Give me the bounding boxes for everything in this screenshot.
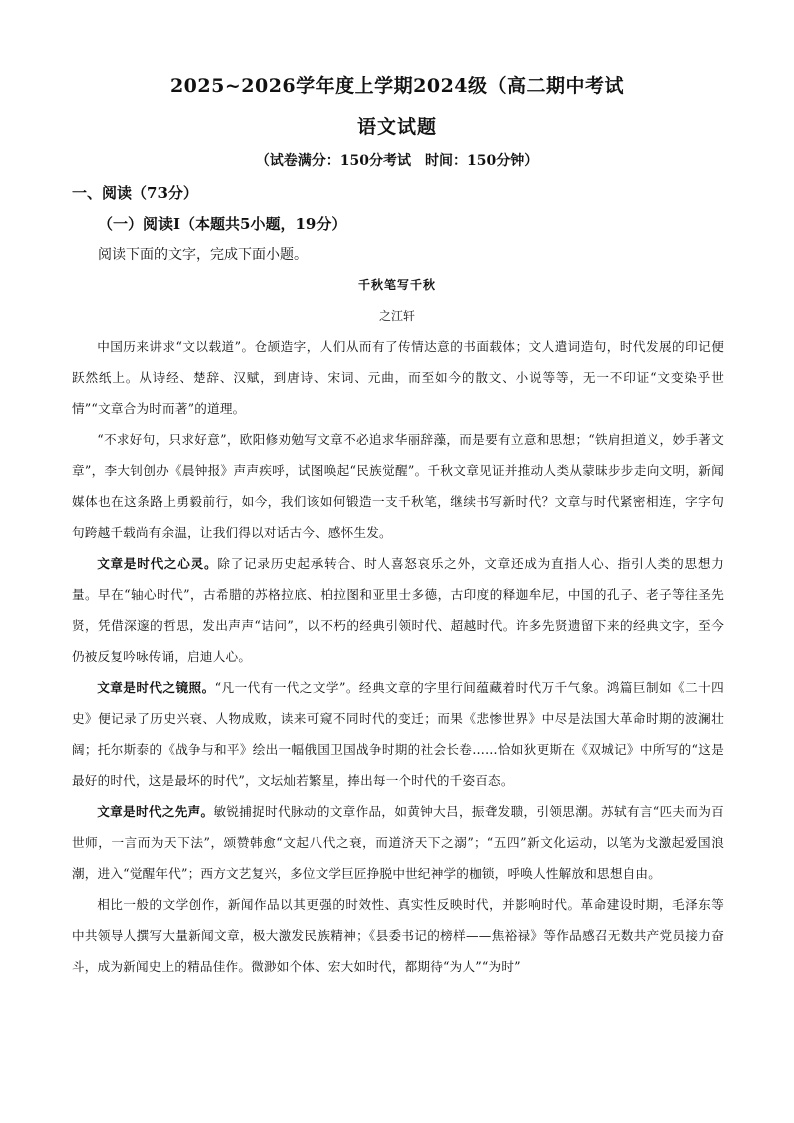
article-paragraph <box>72 548 724 672</box>
article-paragraph <box>72 672 724 796</box>
section-heading: 一、阅读（73分） <box>72 184 198 202</box>
paragraph-lead: 文章是时代之镜照。 <box>97 680 215 695</box>
article-paragraph <box>72 424 724 548</box>
article-title: 千秋笔写千秋 <box>357 278 436 292</box>
article-paragraph <box>72 889 724 982</box>
instruction-text: 阅读下面的文字，完成下面小题。 <box>98 247 308 263</box>
paragraph-text: 相比一般的文学创作，新闻作品以其更强的时效性、真实性反映时代，并影响时代。革命建设时期，毛泽东等中共领导人撰写大量新闻文章，极大激发民族精神；《县委书记的榜样——焦裕禄》等作品感召无数共产党员接力奋斗，成为新闻史上的精品佳作。微渺如个体、宏大如时代，都期待“为人”“为时” <box>72 897 724 974</box>
article-paragraph <box>72 796 724 889</box>
article-body <box>72 331 724 982</box>
paragraph-text: 敏锐捕捉时代脉动的文章作品，如黄钟大吕，振聋发聩，引领思潮。苏轼有言“匹夫而为百世师，一言而为天下法”，颂赞韩愈“文起八代之衰，而道济天下之溺”；“五四”新文化运动，以笔为戈激起爱国浪潮，进入“觉醒年代”；西方文艺复兴，多位文学巨匠挣脱中世纪神学的枷锁，呼唤人性解放和思想自由。 <box>72 804 724 881</box>
paragraph-text: 中国历来讲求“文以载道”。仓颉造字，人们从而有了传情达意的书面载体；文人遣词造句，时代发展的印记便跃然纸上。从诗经、楚辞、汉赋，到唐诗、宋词、元曲，而至如今的散文、小说等等，无一不印证“文变染乎世情”“文章合为时而著”的道理。 <box>72 339 724 416</box>
paragraph-lead: 文章是时代之先声。 <box>97 804 214 819</box>
article-paragraph <box>72 331 724 424</box>
subject-title: 语文试题 <box>356 116 437 138</box>
exam-title: 2025~2026学年度上学期2024级（高二期中考试 <box>169 75 625 97</box>
article-author: 之江轩 <box>378 309 415 323</box>
paragraph-text: “不求好句，只求好意”，欧阳修劝勉写文章不必追求华丽辞藻，而是要有立意和思想；“铁肩担道义，妙手著文章”，李大钊创办《晨钟报》声声疾呼，试图唤起“民族觉醒”。千秋文章见证并推动人类从蒙昧步步走向文明，新闻媒体也在这条路上勇毅前行，如今，我们该如何锻造一支千秋笔，继续书写新时代？文章与时代紧密相连，字字句句跨越千载尚有余温，让我们得以对话古今、感怀生发。 <box>72 432 724 540</box>
exam-info: （试卷满分：150分考试 时间：150分钟） <box>255 153 539 169</box>
paragraph-text: “凡一代有一代之文学”。经典文章的字里行间蕴藏着时代万千气象。鸿篇巨制如《二十四史》便记录了历史兴衰、人物成败，读来可窥不同时代的变迁；而果《悲惨世界》中尽是法国大革命时期的波澜壮阔；托尔斯泰的《战争与和平》绘出一幅俄国卫国战争时期的社会长卷……恰如狄更斯在《双城记》中所写的“这是最好的时代，这是最坏的时代”，文坛灿若繁星，捧出每一个时代的千姿百态。 <box>72 680 724 788</box>
paragraph-text: 除了记录历史起承转合、时人喜怒哀乐之外，文章还成为直指人心、指引人类的思想力量。早在“轴心时代”，古希腊的苏格拉底、柏拉图和亚里士多德，古印度的释迦牟尼，中国的孔子、老子等往圣先贤，凭借深邃的哲思，发出声声“诘问”，以不朽的经典引领时代、超越时代。许多先贤遗留下来的经典文字，至今仍被反复吟咏传诵，启迪人心。 <box>72 556 724 664</box>
paragraph-lead: 文章是时代之心灵。 <box>97 556 218 571</box>
subsection-heading: （一）阅读Ⅰ（本题共5小题，19分） <box>98 215 347 233</box>
